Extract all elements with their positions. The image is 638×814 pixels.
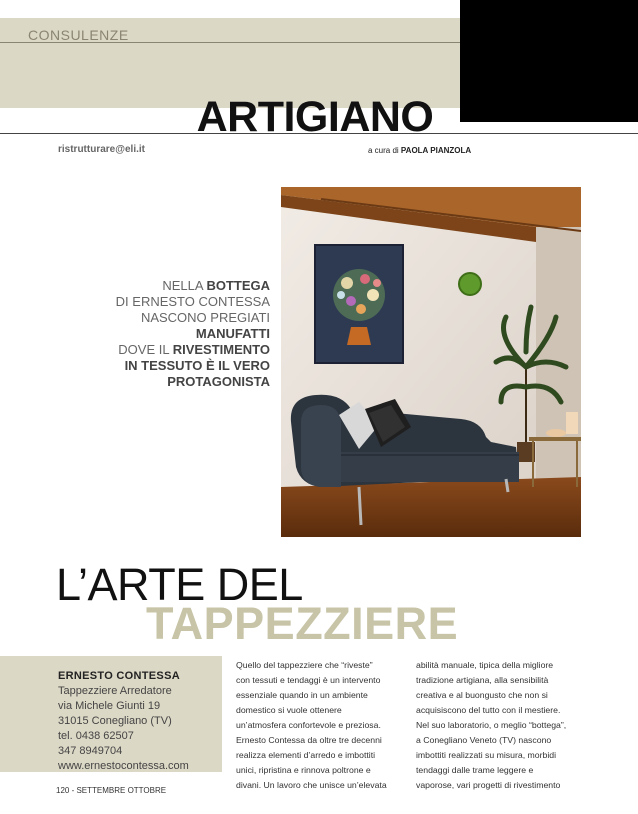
- wall-plate: [459, 273, 481, 295]
- body-line: Quello del tappezziere che “riveste”: [236, 660, 373, 670]
- body-column-1: [236, 658, 402, 793]
- intro-line-bold: RIVESTIMENTO: [172, 342, 270, 357]
- byline: [368, 146, 471, 155]
- intro-line-plain: NELLA: [162, 278, 207, 293]
- intro-line-bold: BOTTEGA: [206, 278, 270, 293]
- body-line: un’atmosfera confortevole e preziosa.: [236, 720, 381, 730]
- intro-text: [70, 278, 270, 390]
- intro-line-bold: IN TESSUTO È IL VERO: [124, 358, 270, 373]
- body-line: divani. Un lavoro che unisce un’elevata: [236, 780, 387, 790]
- body-line: imbottiti realizzati su misura, morbidi: [416, 750, 557, 760]
- body-line: vaporose, vari progetti di rivestimento: [416, 780, 561, 790]
- intro-line-bold: MANUFATTI: [195, 326, 270, 341]
- intro-line-plain: DI ERNESTO CONTESSA: [115, 294, 270, 309]
- body-line: acquisiscono del tutto con il mestiere.: [416, 705, 561, 715]
- body-line: creativa e al buongusto che non si: [416, 690, 548, 700]
- body-line: domestico si vuole ottenere: [236, 705, 342, 715]
- contact-details: [58, 684, 189, 774]
- contact-line: 31015 Conegliano (TV): [58, 715, 172, 727]
- room-photo: [281, 187, 581, 537]
- website-link[interactable]: www.ernestocontessa.com: [58, 760, 189, 772]
- intro-line: [70, 278, 270, 294]
- intro-line-bold: PROTAGONISTA: [167, 374, 270, 389]
- intro-line: [70, 326, 270, 342]
- page-title: ARTIGIANO: [196, 93, 434, 141]
- contact-line: tel. 0438 62507: [58, 730, 134, 742]
- body-line: con tessuti e tendaggi è un intervento: [236, 675, 381, 685]
- headline-line1: L’ARTE DEL: [56, 559, 303, 610]
- byline-prefix: a cura di: [368, 146, 399, 155]
- intro-line-plain: NASCONO PREGIATI: [140, 310, 270, 325]
- body-line: essenziale quando in un ambiente: [236, 690, 368, 700]
- page-footer: 120 - SETTEMBRE OTTOBRE: [56, 786, 167, 795]
- body-column-2: [416, 658, 582, 793]
- body-line: unici, ripristina e rinnova poltrone e: [236, 765, 371, 775]
- byline-author: PAOLA PIANZOLA: [400, 146, 472, 155]
- intro-line: [70, 310, 270, 326]
- headline-line2: TAPPEZZIERE: [146, 598, 459, 649]
- black-block: [460, 0, 638, 122]
- intro-line: [70, 358, 270, 374]
- body-line: Nel suo laboratorio, o meglio “bottega”,: [416, 720, 567, 730]
- body-line: Ernesto Contessa da oltre tre decenni: [236, 735, 382, 745]
- intro-line-plain: DOVE IL: [118, 342, 173, 357]
- contact-line: 347 8949704: [58, 745, 123, 757]
- body-line: a Conegliano Veneto (TV) nascono: [416, 735, 552, 745]
- intro-line: [70, 294, 270, 310]
- body-line: tradizione artigiana, alla sensibilità: [416, 675, 549, 685]
- contact-line: via Michele Giunti 19: [58, 700, 161, 712]
- body-line: realizza elementi d’arredo e imbottiti: [236, 750, 376, 760]
- contact-name: ERNESTO CONTESSA: [58, 670, 180, 682]
- email-link[interactable]: ristrutturare@eli.it: [58, 144, 145, 155]
- intro-line: [70, 342, 270, 358]
- body-line: abilità manuale, tipica della migliore: [416, 660, 554, 670]
- contact-line: Tappezziere Arredatore: [58, 685, 172, 697]
- body-line: tendaggi dalle trame leggere e: [416, 765, 534, 775]
- section-label: CONSULENZE: [28, 27, 129, 43]
- intro-line: [70, 374, 270, 390]
